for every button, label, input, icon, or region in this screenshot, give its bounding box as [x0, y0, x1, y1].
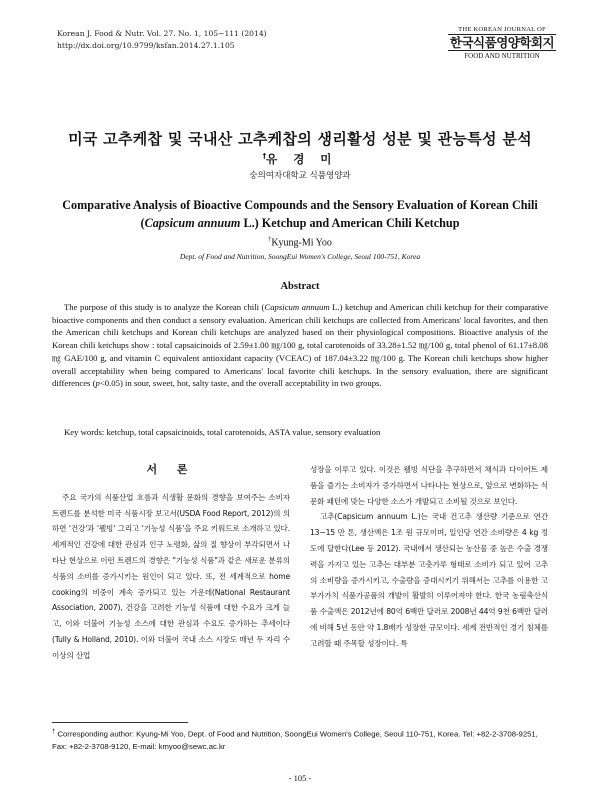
body-left-column	[52, 462, 290, 664]
author-en-mark: †	[268, 236, 272, 243]
affiliation-english: Dept. of Food and Nutrition, SoongEui Women's College, Seoul 100-751, Korea	[179, 252, 421, 261]
paragraph: 고추(Capsicum annuum L.)는 국내 건고추 생산량 기준으로 연간 13~15 만 톤, 생산액은 1조 원 규모이며, 일인당 연간 소비량은 4 kg 정도에 달한다(Lee 등 2012). 국내에서 생산되는 농산물 중 높은 수출 경쟁력을 가지고 있는 고추는 대부분 고춧가루 형태로 소비가 되고 있어 고추의 소비량을 증가시키고, 수출량을 증대시키기 위해서는 고추를 이용한 고부가가치 식품가공품의 개발이 활발히 이루어져야 한다. 한국 농림축산식품 수출액은 2012년에 80억 6백만 달러로 2008년 44억 9천 6백만 달러에 비해 5년 동안 약 1.8배가 성장한 규모이다. 세계 전반적인 경기 침체를 고려할 때 주목할 성장이다. 특	[310, 512, 548, 648]
title-english	[50, 196, 550, 232]
author-korean	[0, 151, 600, 167]
abstract-body: The purpose of this study is to analyze the Korean chili (Capsicum annuum L.) ketchup and American chili ketchup for their comparative bioactive components and then conduct a sensory evaluation. American chili ketchups are collected from Americans' local favorites, and then the American chili ketchups and Korean chili ketchups are analyzed based on their physiological compositions. Bioactive analysis of the Korean chili ketchups show : total capsaicinoids of 2.59±1.00 ㎎/100 g, total carotenoids of 33.28±1.52 ㎎/100 g, total phenol of 61.17±8.08 ㎎ GAE/100 g, and vitamin C equivalent antioxidant capacity (VCEAC) of 187.04±3.22 ㎎/100 g. The Korean chili ketchups show higher overall acceptability when being compared to Americans' local favorite chili ketchups. In the sensory evaluation, there are significant differences (p<0.05) in sour, sweet, hot, salty taste, and the overall acceptability in two groups.	[52, 302, 549, 389]
journal-name-en-bottom: FOOD AND NUTRITION	[448, 50, 556, 60]
footnote-divider	[52, 722, 188, 723]
title-en-line2: (Capsicum annuum L.) Ketchup and American Chili Ketchup	[140, 216, 460, 230]
corresponding-author-footnote: † Corresponding author: Kyung-Mi Yoo, Dept. of Food and Nutrition, SoongEui Women's College, Seoul 110-751, Korea. Tel: +82-2-3708-9251, Fax: +82-2-3708-9120, E-mail: kmyoo@sewc.ac.kr	[52, 729, 538, 751]
abstract-heading: Abstract	[280, 281, 320, 292]
citation-line: Korean J. Food & Nutr. Vol. 27. No. 1, 105~111 (2014)	[57, 29, 267, 38]
section-heading-introduction: 서 론	[146, 463, 196, 476]
title-en-line1: Comparative Analysis of Bioactive Compounds and the Sensory Evaluation of Korean Chili	[62, 198, 538, 212]
author-english	[0, 236, 600, 248]
affiliation-korean: 숭의여자대학교 식품영양과	[249, 171, 351, 181]
author-name-en: Kyung-Mi Yoo	[271, 237, 332, 249]
page-number: - 105 -	[288, 773, 312, 783]
paragraph: 주요 국가의 식품산업 흐름과 식생활 문화의 경향을 보여주는 소비자 트렌드를 분석한 미국 식품시장 보고서(USDA Food Report, 2012)의 의하면 '건강'과 '웰빙' 그리고 '기능성 식품'을 주요 키워드로 소개하고 있다. 세계적인 건강에 대한 관심과 인구 노령화, 삶의 질 향상이 부각되면서 나타난 현상으로 이런 트렌드의 경향은 "기능성 식품"과 같은 새로운 분류의 식품의 소비를 증가시키는 원인이 되고 있다. 또, 전 세계적으로 home cooking의 비중이 계속 증가되고 있는 가운데(National Restaurant Association, 2007), 건강을 고려한 기능성 식품에 대한 수요가 크게 늘고, 이와 더불어 기능성 소스에 대한 관심과 수요도 증가하는 추세이다(Tully & Holland, 2010). 이와 더불어 국내 소스 시장도 매년 두 자리 수 이상의 산업	[52, 492, 290, 660]
scientific-name: Capsicum annuum	[144, 216, 241, 230]
doi-link[interactable]: http://dx.doi.org/10.9799/ksfan.2014.27.1.105	[57, 41, 235, 50]
paragraph: 성장을 이루고 있다. 이것은 웰빙 식단을 추구하면서 채식과 다이어트 제품을 즐기는 소비자가 증가하면서 나타나는 현상으로, 앞으로 변화하는 식문화 패턴에 맞는 다양한 소스가 개발되고 소비될 것으로 보인다.	[310, 465, 548, 506]
journal-logo	[448, 26, 556, 60]
journal-name-en-top: THE KOREAN JOURNAL OF	[448, 26, 556, 35]
body-right-column	[310, 462, 548, 652]
journal-name-ko: 한국식품영양학회지	[449, 35, 555, 50]
title-korean: 미국 고추케찹 및 국내산 고추케찹의 생리활성 성분 및 관능특성 분석	[68, 130, 532, 148]
keywords: Key words: ketchup, total capsaicinoids, total carotenoids, ASTA value, sensory evaluation	[64, 427, 381, 437]
journal-citation	[57, 28, 267, 52]
author-mark: †	[262, 152, 267, 161]
footnote-mark: †	[52, 729, 56, 735]
author-name-ko: 유 경 미	[266, 152, 338, 166]
